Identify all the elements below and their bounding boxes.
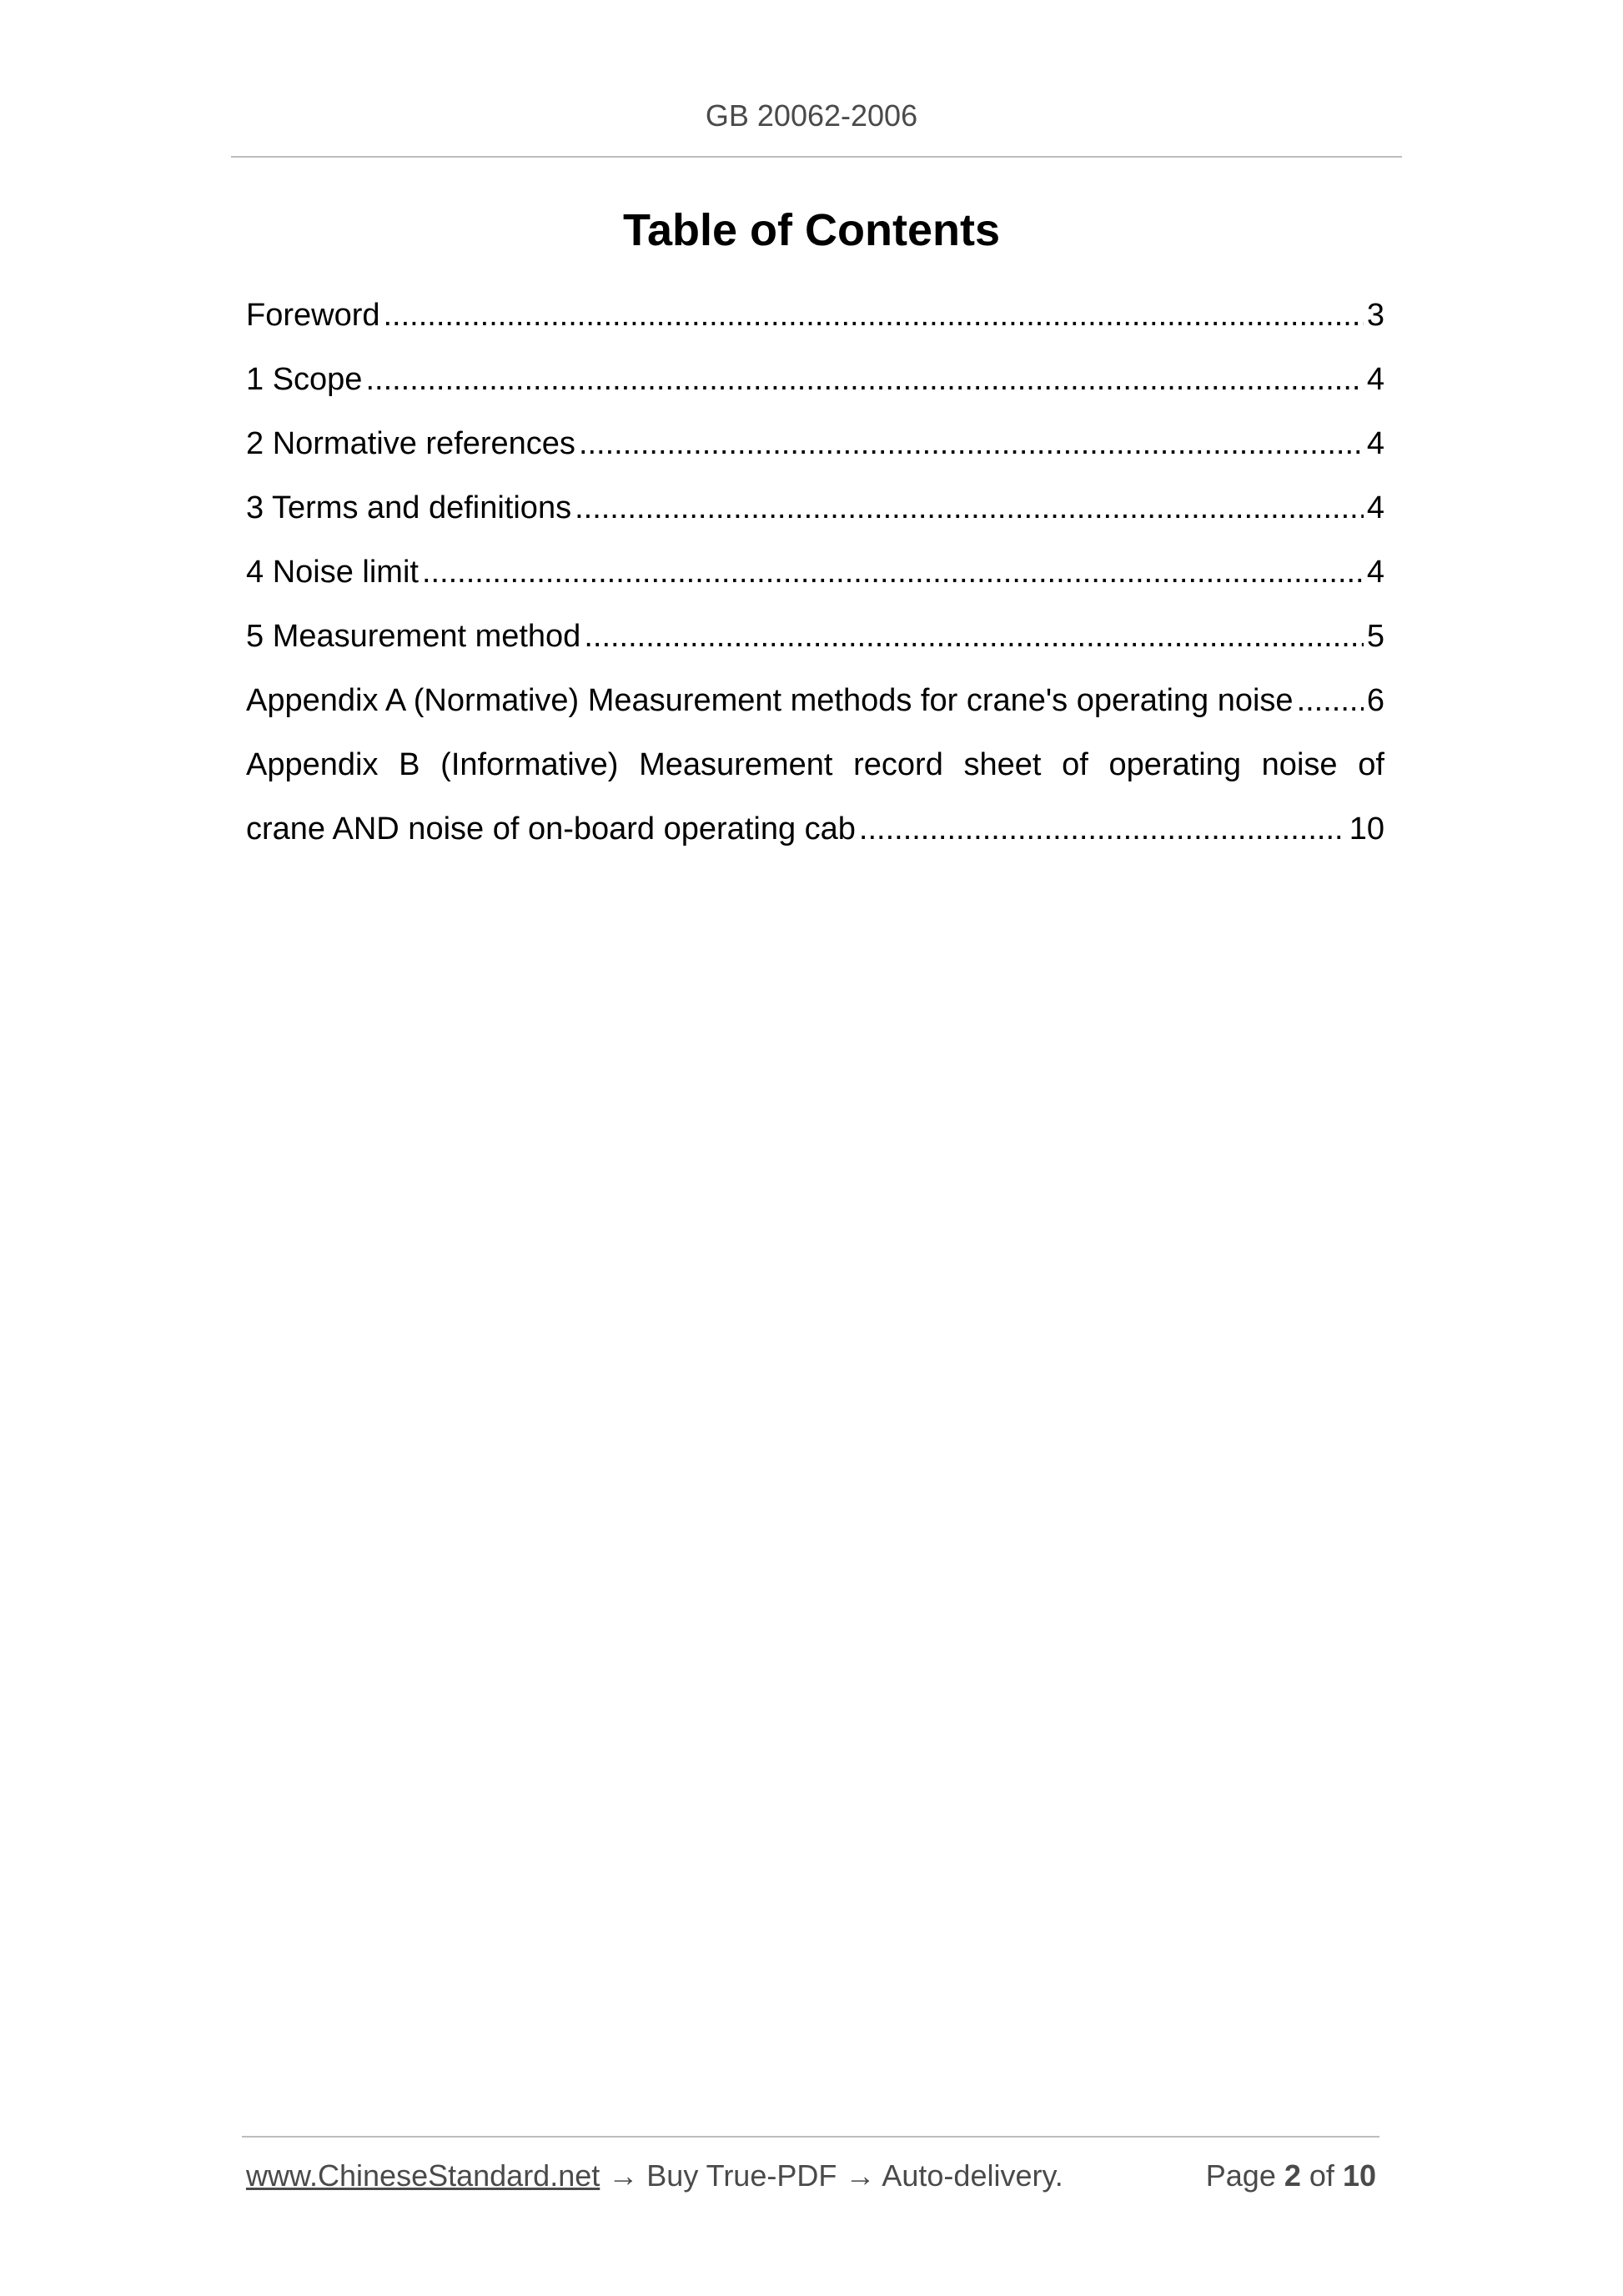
website-link[interactable]: www.ChineseStandard.net — [246, 2158, 600, 2193]
page-label: Page — [1205, 2158, 1276, 2193]
toc-entry-scope[interactable] — [246, 348, 1384, 412]
toc-entry-page: 4 — [1366, 555, 1384, 590]
toc-leader-dots — [859, 797, 1346, 862]
toc-entry-page: 4 — [1366, 490, 1384, 525]
toc-word: sheet — [963, 747, 1042, 782]
footer — [246, 2158, 1376, 2193]
toc-word: noise — [1261, 747, 1338, 782]
toc-leader-dots — [365, 348, 1363, 412]
toc-entry-page: 5 — [1366, 619, 1384, 654]
arrow-right-icon: → — [845, 2158, 876, 2193]
toc-leader-dots — [422, 540, 1364, 605]
toc-word: (Informative) — [440, 747, 619, 782]
auto-delivery-text: Auto-delivery. — [882, 2158, 1063, 2193]
toc-word: Appendix — [246, 747, 379, 782]
toc-word: B — [399, 747, 420, 782]
toc-entry-text: 3 Terms and definitions — [246, 490, 572, 525]
toc-entry-text: 2 Normative references — [246, 426, 575, 461]
toc-entry-text: 1 Scope — [246, 362, 363, 397]
toc-entry-appendix-a[interactable] — [246, 669, 1384, 733]
toc-entry-page: 3 — [1366, 298, 1384, 333]
page-of-label: of — [1309, 2158, 1334, 2193]
document-id-header: GB 20062-2006 — [705, 98, 918, 133]
toc-entry-normative-references[interactable] — [246, 412, 1384, 476]
page-current: 2 — [1284, 2158, 1301, 2193]
toc-word: operating — [1108, 747, 1241, 782]
toc-leader-dots — [575, 476, 1364, 540]
toc-leader-dots — [584, 605, 1364, 669]
toc-entry-measurement-method[interactable] — [246, 605, 1384, 669]
page-indicator — [1206, 2158, 1376, 2193]
toc-entry-foreword[interactable] — [246, 284, 1384, 348]
toc-title: Table of Contents — [623, 205, 1000, 255]
toc-list — [246, 284, 1384, 862]
toc-leader-dots — [579, 412, 1364, 476]
toc-entry-text: 5 Measurement method — [246, 619, 581, 654]
page-total: 10 — [1342, 2158, 1376, 2193]
toc-entry-page: 4 — [1366, 362, 1384, 397]
arrow-right-icon: → — [608, 2158, 639, 2193]
toc-word: record — [853, 747, 943, 782]
header-divider — [231, 156, 1402, 158]
toc-entry-appendix-b[interactable] — [246, 733, 1384, 862]
toc-word: Measurement — [639, 747, 833, 782]
footer-left — [246, 2158, 1063, 2193]
toc-leader-dots — [1297, 669, 1364, 733]
toc-entry-page: 6 — [1366, 683, 1384, 718]
toc-entry-appendix-b-line2 — [246, 797, 1384, 862]
footer-divider — [242, 2136, 1379, 2138]
toc-entry-text: Foreword — [246, 298, 380, 333]
toc-entry-page: 10 — [1349, 811, 1384, 847]
buy-pdf-text: Buy True-PDF — [646, 2158, 837, 2193]
toc-entry-appendix-b-line1 — [246, 733, 1384, 797]
toc-word: of — [1062, 747, 1088, 782]
toc-entry-text: Appendix A (Normative) Measurement methods for crane's operating noise — [246, 683, 1294, 718]
toc-entry-text: 4 Noise limit — [246, 555, 419, 590]
toc-entry-terms-definitions[interactable] — [246, 476, 1384, 540]
toc-entry-noise-limit[interactable] — [246, 540, 1384, 605]
toc-entry-page: 4 — [1366, 426, 1384, 461]
toc-leader-dots — [384, 284, 1364, 348]
toc-word: of — [1358, 747, 1384, 782]
toc-entry-text: crane AND noise of on-board operating cab — [246, 811, 856, 847]
